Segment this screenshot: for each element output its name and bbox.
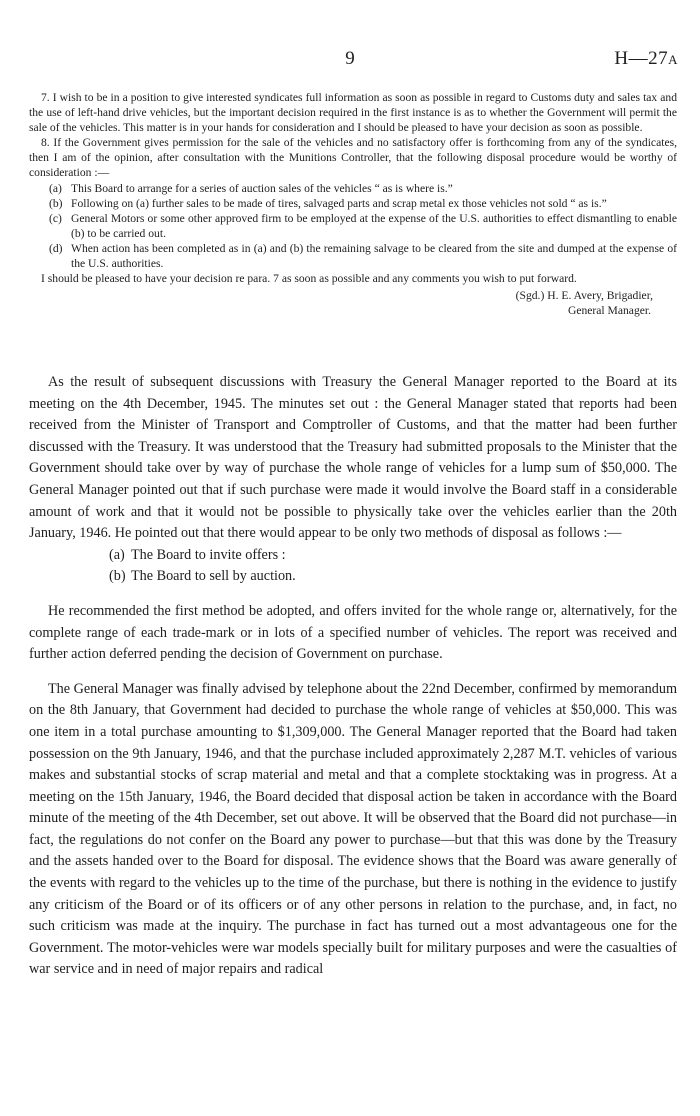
body-paragraph-3: The General Manager was finally advised by telephone about the 22nd December, confirmed by memorandum on the 8th January, that Government had decided to purchase the whole range of vehicles at $50,000. This was one item in a total purchase amounting to $1,309,000. The General Manager reported that the Board had taken possession on the 9th January, 1946, and that the purchase included approximately 2,287 M.T. vehicles of various makes and substantial stocks of scrap material and metal and that a complete stocktaking was in progress. At a meeting on the 15th January, 1946, the Board decided that disposal action be taken in accordance with the Board minute of the meeting of the 4th December, set out above. It will be observed that the Board did not purchase—in fact, the regulations do not confer on the Board any power to purchase—but that this was done by the Treasury and the assets handed over to the Board for disposal. The evidence shows that the Board was aware generally of the events with regard to the vehicles up to the time of the purchase, but there is nothing in the evidence to justify any criticism of the Board or of its officers or of any other persons in relation to the purchase, and, in fact, no such criticism was made at the inquiry. The purchase in fact has turned out a most advantageous one for the Government. The motor-vehicles were war models specially built for military purposes and were the casualties of war service and in need of major repairs and radical xyxy=(29,680,677,978)
quoted-letter xyxy=(29,90,677,320)
letter-closing: I should be pleased to have your decision re para. 7 as soon as possible and any comments you wish to put forward. xyxy=(41,272,577,286)
list-item-text: This Board to arrange for a series of auction sales of the vehicles “ as is where is.” xyxy=(71,181,453,195)
list-item-label: (d) xyxy=(49,241,63,255)
list-item xyxy=(29,211,677,241)
body-paragraph-1: As the result of subsequent discussions with Treasury the General Manager reported to the Board at its meeting on the 4th December, 1945. The minutes set out : the General Manager stated that reports had been received from the Minister of Transport and Comptroller of Customs, and that the matter had been further discussed with the Treasury. It was understood that the Treasury had submitted proposals to the Minister that the Government should take over by way of purchase the whole range of vehicles for a lump sum of $50,000. The General Manager pointed out that if such purchase were made it would involve the Board staff in a considerable amount of work and that it would not be possible to physically take over the vehicles earlier than the 20th January, 1946. He pointed out that there would appear to be only two methods of disposal as follows :— xyxy=(29,374,677,542)
list-item xyxy=(29,566,677,588)
list-item-label: (b) xyxy=(109,568,126,585)
list-item-text: General Motors or some other approved firm to be employed at the expense of the U.S. authorities to effect dismantling to enable (b) to be carried out. xyxy=(71,211,677,240)
disposal-procedure-list xyxy=(29,181,677,272)
report-body xyxy=(29,372,677,994)
document-reference-suffix: A xyxy=(668,52,678,67)
document-reference-main: H—27 xyxy=(614,48,669,69)
list-item xyxy=(29,545,677,567)
list-item-text: The Board to invite offers : xyxy=(131,546,286,563)
list-item-label: (b) xyxy=(49,196,63,210)
letter-paragraph-8: 8. If the Government gives permission for the sale of the vehicles and no satisfactory offer is forthcoming from any of the syndicates, then I am of the opinion, after consultation with the Munitions Controller, that the following disposal procedure would be worthy of consideration :— xyxy=(29,136,677,180)
list-item xyxy=(29,181,677,196)
list-item xyxy=(29,241,677,271)
letter-paragraph-7: 7. I wish to be in a position to give interested syndicates full information as soon as possible in regard to Customs duty and sales tax and the use of left-hand drive vehicles, but the important decision required in the first instance is as to whether the Government will permit the sale of the vehicles. This matter is in your hands for consideration and I should be pleased to have your decision as soon as possible. xyxy=(29,91,677,135)
signature-name: (Sgd.) H. E. Avery, Brigadier, xyxy=(515,289,653,303)
list-item-label: (a) xyxy=(109,546,125,563)
signature-block xyxy=(29,288,677,320)
list-item-label: (c) xyxy=(49,211,62,225)
list-item-text: The Board to sell by auction. xyxy=(131,568,296,585)
disposal-methods-list xyxy=(29,545,677,588)
list-item-label: (a) xyxy=(49,181,62,195)
list-item xyxy=(29,196,677,211)
page-number: 9 xyxy=(345,48,355,69)
signature-title: General Manager. xyxy=(567,304,651,318)
list-item-text: Following on (a) further sales to be made of tires, salvaged parts and scrap metal ex those vehicles not sold “ as is.” xyxy=(71,196,607,210)
body-paragraph-2: He recommended the first method be adopted, and offers invited for the whole range or, alternatively, for the complete range of each trade-mark or in lots of a specified number of vehicles. The report was received and further action deferred pending the decision of Government on purchase. xyxy=(29,602,677,663)
document-reference xyxy=(614,48,678,70)
list-item-text: When action has been completed as in (a) and (b) the remaining salvage to be cleared from the site and dumped at the expense of the U.S. authorities. xyxy=(71,241,677,271)
